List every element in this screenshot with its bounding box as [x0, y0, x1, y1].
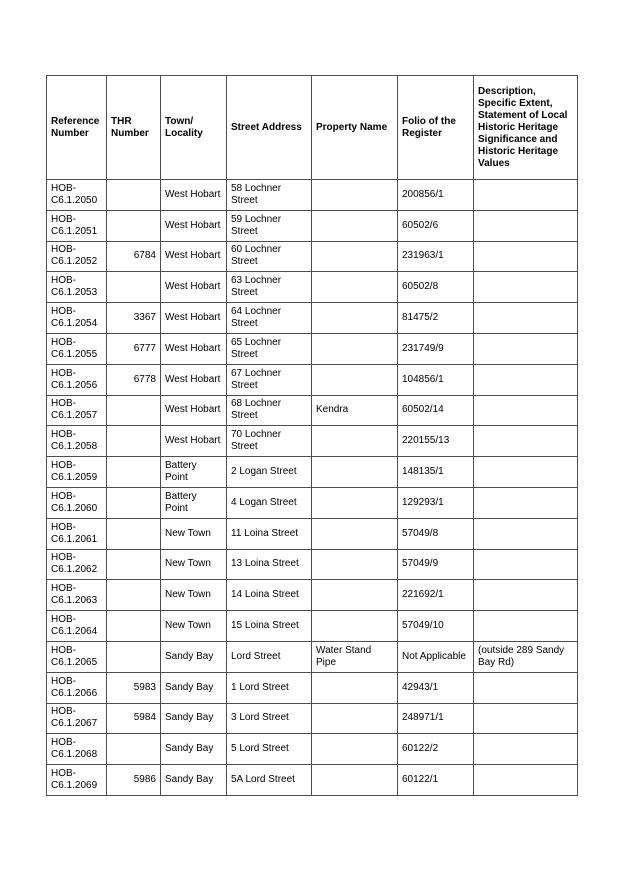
table-row	[47, 395, 578, 426]
header-reference-number: Reference Number	[47, 76, 107, 180]
description-cell	[474, 395, 578, 426]
thr-number-cell: 5983	[107, 672, 161, 703]
folio-cell: 81475/2	[398, 303, 474, 334]
street-address-cell: 5A Lord Street	[227, 765, 312, 796]
table-row	[47, 611, 578, 642]
folio-cell: 57049/9	[398, 549, 474, 580]
table-row	[47, 487, 578, 518]
reference-number-cell: HOB-C6.1.2058	[47, 426, 107, 457]
table-body	[47, 180, 578, 796]
description-cell	[474, 272, 578, 303]
street-address-cell: 4 Logan Street	[227, 487, 312, 518]
thr-number-cell: 6777	[107, 333, 161, 364]
town-cell: West Hobart	[161, 426, 227, 457]
reference-number-cell: HOB-C6.1.2060	[47, 487, 107, 518]
thr-number-cell	[107, 518, 161, 549]
thr-number-cell	[107, 426, 161, 457]
reference-number-cell: HOB-C6.1.2054	[47, 303, 107, 334]
street-address-cell: 63 Lochner Street	[227, 272, 312, 303]
town-cell: West Hobart	[161, 241, 227, 272]
table-row	[47, 303, 578, 334]
description-cell	[474, 611, 578, 642]
town-cell: Sandy Bay	[161, 641, 227, 672]
property-name-cell	[312, 426, 398, 457]
town-cell: Sandy Bay	[161, 765, 227, 796]
table-row	[47, 333, 578, 364]
folio-cell: 104856/1	[398, 364, 474, 395]
thr-number-cell	[107, 734, 161, 765]
reference-number-cell: HOB-C6.1.2052	[47, 241, 107, 272]
street-address-cell: 13 Loina Street	[227, 549, 312, 580]
header-property-name: Property Name	[312, 76, 398, 180]
property-name-cell	[312, 549, 398, 580]
thr-number-cell	[107, 641, 161, 672]
property-name-cell	[312, 241, 398, 272]
header-folio: Folio of the Register	[398, 76, 474, 180]
reference-number-cell: HOB-C6.1.2065	[47, 641, 107, 672]
property-name-cell	[312, 611, 398, 642]
description-cell	[474, 703, 578, 734]
description-cell	[474, 765, 578, 796]
thr-number-cell	[107, 457, 161, 488]
description-cell	[474, 549, 578, 580]
header-description: Description, Specific Extent, Statement of Local Historic Heritage Significance and Historic Heritage Values	[474, 76, 578, 180]
reference-number-cell: HOB-C6.1.2069	[47, 765, 107, 796]
street-address-cell: 3 Lord Street	[227, 703, 312, 734]
reference-number-cell: HOB-C6.1.2064	[47, 611, 107, 642]
property-name-cell	[312, 180, 398, 211]
street-address-cell: 5 Lord Street	[227, 734, 312, 765]
reference-number-cell: HOB-C6.1.2068	[47, 734, 107, 765]
thr-number-cell	[107, 549, 161, 580]
header-town-locality: Town/ Locality	[161, 76, 227, 180]
reference-number-cell: HOB-C6.1.2066	[47, 672, 107, 703]
reference-number-cell: HOB-C6.1.2062	[47, 549, 107, 580]
folio-cell: 231963/1	[398, 241, 474, 272]
table-row	[47, 426, 578, 457]
table-row	[47, 703, 578, 734]
description-cell	[474, 426, 578, 457]
folio-cell: 129293/1	[398, 487, 474, 518]
description-cell	[474, 580, 578, 611]
table-row	[47, 580, 578, 611]
table-row	[47, 549, 578, 580]
property-name-cell: Kendra	[312, 395, 398, 426]
town-cell: West Hobart	[161, 303, 227, 334]
town-cell: New Town	[161, 611, 227, 642]
thr-number-cell	[107, 611, 161, 642]
town-cell: New Town	[161, 549, 227, 580]
table-row	[47, 457, 578, 488]
folio-cell: Not Applicable	[398, 641, 474, 672]
folio-cell: 57049/8	[398, 518, 474, 549]
description-cell	[474, 364, 578, 395]
heritage-register-table	[46, 75, 578, 796]
property-name-cell	[312, 303, 398, 334]
thr-number-cell	[107, 395, 161, 426]
town-cell: Battery Point	[161, 487, 227, 518]
table-row	[47, 641, 578, 672]
thr-number-cell	[107, 210, 161, 241]
thr-number-cell	[107, 487, 161, 518]
property-name-cell	[312, 703, 398, 734]
property-name-cell	[312, 518, 398, 549]
street-address-cell: 11 Loina Street	[227, 518, 312, 549]
description-cell	[474, 210, 578, 241]
street-address-cell: 2 Logan Street	[227, 457, 312, 488]
description-cell: (outside 289 Sandy Bay Rd)	[474, 641, 578, 672]
property-name-cell	[312, 672, 398, 703]
street-address-cell: 70 Lochner Street	[227, 426, 312, 457]
reference-number-cell: HOB-C6.1.2050	[47, 180, 107, 211]
town-cell: West Hobart	[161, 395, 227, 426]
town-cell: West Hobart	[161, 364, 227, 395]
folio-cell: 42943/1	[398, 672, 474, 703]
thr-number-cell: 6784	[107, 241, 161, 272]
town-cell: Sandy Bay	[161, 672, 227, 703]
header-street-address: Street Address	[227, 76, 312, 180]
folio-cell: 60122/1	[398, 765, 474, 796]
street-address-cell: 14 Loina Street	[227, 580, 312, 611]
town-cell: New Town	[161, 518, 227, 549]
folio-cell: 231749/9	[398, 333, 474, 364]
property-name-cell	[312, 333, 398, 364]
town-cell: New Town	[161, 580, 227, 611]
property-name-cell	[312, 580, 398, 611]
reference-number-cell: HOB-C6.1.2067	[47, 703, 107, 734]
town-cell: West Hobart	[161, 210, 227, 241]
property-name-cell	[312, 457, 398, 488]
description-cell	[474, 180, 578, 211]
thr-number-cell: 5986	[107, 765, 161, 796]
description-cell	[474, 333, 578, 364]
folio-cell: 60502/14	[398, 395, 474, 426]
folio-cell: 60502/6	[398, 210, 474, 241]
street-address-cell: 59 Lochner Street	[227, 210, 312, 241]
thr-number-cell	[107, 180, 161, 211]
street-address-cell: 64 Lochner Street	[227, 303, 312, 334]
description-cell	[474, 241, 578, 272]
reference-number-cell: HOB-C6.1.2056	[47, 364, 107, 395]
folio-cell: 248971/1	[398, 703, 474, 734]
thr-number-cell: 5984	[107, 703, 161, 734]
street-address-cell: 1 Lord Street	[227, 672, 312, 703]
reference-number-cell: HOB-C6.1.2057	[47, 395, 107, 426]
street-address-cell: 60 Lochner Street	[227, 241, 312, 272]
property-name-cell	[312, 364, 398, 395]
header-thr-number: THR Number	[107, 76, 161, 180]
description-cell	[474, 734, 578, 765]
town-cell: Sandy Bay	[161, 734, 227, 765]
thr-number-cell	[107, 580, 161, 611]
street-address-cell: 65 Lochner Street	[227, 333, 312, 364]
property-name-cell	[312, 734, 398, 765]
description-cell	[474, 303, 578, 334]
table-row	[47, 180, 578, 211]
table-row	[47, 672, 578, 703]
reference-number-cell: HOB-C6.1.2061	[47, 518, 107, 549]
reference-number-cell: HOB-C6.1.2051	[47, 210, 107, 241]
table-row	[47, 765, 578, 796]
header-row	[47, 76, 578, 180]
town-cell: West Hobart	[161, 180, 227, 211]
street-address-cell: Lord Street	[227, 641, 312, 672]
folio-cell: 148135/1	[398, 457, 474, 488]
property-name-cell	[312, 210, 398, 241]
description-cell	[474, 487, 578, 518]
property-name-cell	[312, 487, 398, 518]
street-address-cell: 67 Lochner Street	[227, 364, 312, 395]
folio-cell: 221692/1	[398, 580, 474, 611]
table-row	[47, 734, 578, 765]
town-cell: West Hobart	[161, 333, 227, 364]
street-address-cell: 58 Lochner Street	[227, 180, 312, 211]
reference-number-cell: HOB-C6.1.2055	[47, 333, 107, 364]
reference-number-cell: HOB-C6.1.2063	[47, 580, 107, 611]
description-cell	[474, 672, 578, 703]
town-cell: West Hobart	[161, 272, 227, 303]
table-row	[47, 241, 578, 272]
thr-number-cell	[107, 272, 161, 303]
description-cell	[474, 518, 578, 549]
property-name-cell: Water Stand Pipe	[312, 641, 398, 672]
folio-cell: 57049/10	[398, 611, 474, 642]
property-name-cell	[312, 765, 398, 796]
table-row	[47, 364, 578, 395]
reference-number-cell: HOB-C6.1.2059	[47, 457, 107, 488]
folio-cell: 60122/2	[398, 734, 474, 765]
folio-cell: 60502/8	[398, 272, 474, 303]
table-row	[47, 210, 578, 241]
street-address-cell: 68 Lochner Street	[227, 395, 312, 426]
thr-number-cell: 6778	[107, 364, 161, 395]
table-row	[47, 518, 578, 549]
property-name-cell	[312, 272, 398, 303]
town-cell: Sandy Bay	[161, 703, 227, 734]
description-cell	[474, 457, 578, 488]
thr-number-cell: 3367	[107, 303, 161, 334]
folio-cell: 220155/13	[398, 426, 474, 457]
reference-number-cell: HOB-C6.1.2053	[47, 272, 107, 303]
town-cell: Battery Point	[161, 457, 227, 488]
table-row	[47, 272, 578, 303]
folio-cell: 200856/1	[398, 180, 474, 211]
street-address-cell: 15 Loina Street	[227, 611, 312, 642]
